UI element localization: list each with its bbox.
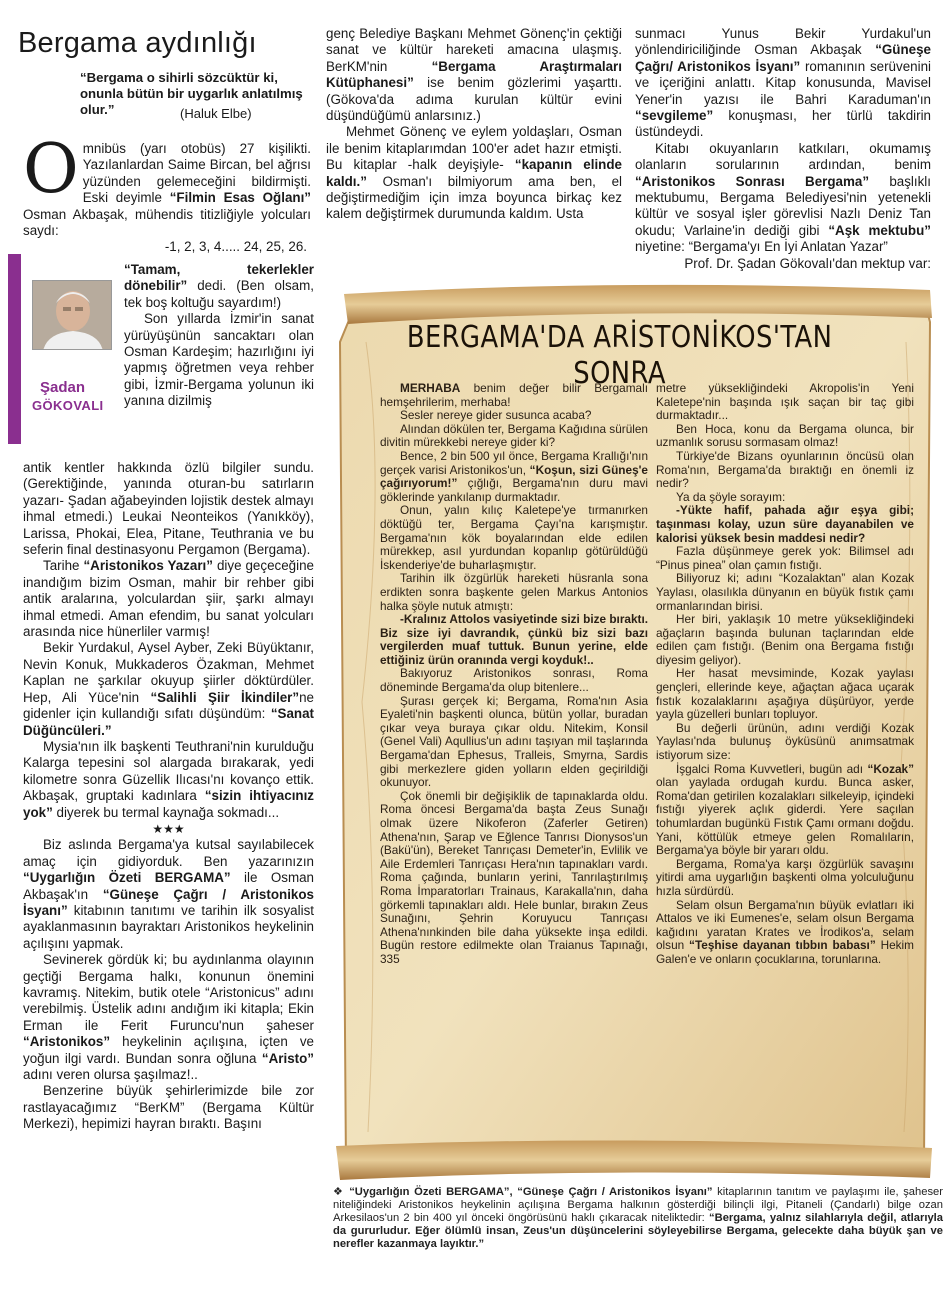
- paragraph: [23, 640, 314, 738]
- column-1-side: [124, 262, 314, 410]
- text-run: kitaplarının tanıtım ve paylaşımı ile, şaheser niteliğindeki Aristonikos heykelinin açılışına Bergama halkının gösterdiği bilinçli ilgi, Pitaneli (Çandarlı) bilge ozan Arkesilaos'un 2 bin 400 yıl önceki öngörüsünü haklı çıkaracak niteliktedir:: [333, 1186, 943, 1224]
- text-run: sunmacı Yunus Bekir Yurdakul'un yönlendiriciliğinde Osman Akbaşak: [635, 26, 931, 58]
- text-run: başlıklı mektubumu, Bergama Belediyesi'nin yetenekli kültür ve sosyal işler görevlisi Nazlı Deniz Tan okudu; Varlaine'in dediği gibi: [635, 173, 932, 238]
- paragraph: [635, 141, 931, 256]
- paragraph: Biliyoruz ki; adını “Kozalaktan” alan Kozak Yaylası, olasılıkla dünyanın en büyük fıstık çamı ormanlarından birisi.: [656, 571, 914, 613]
- text-run: İşgalci Roma Kuvvetleri, bugün adı: [676, 761, 868, 776]
- footer-note: [333, 1186, 943, 1251]
- paragraph: Son yıllarda İzmir'in sanat yürüyüşünün sancaktarı olan Osman Kardeşim; hazırlığını iyi yapmış öğretmen veya rehber gibi, İzmir-Bergama yolunun iki yanına dizilmiş: [124, 311, 314, 409]
- scroll-column-1: [380, 382, 648, 967]
- text-run: ne gidenler için kullandığı sıfatı düşündüm:: [23, 689, 314, 722]
- text-run: konuşması, her türlü takdirin üstündeydi.: [635, 108, 931, 140]
- text-bold: MERHABA: [400, 381, 461, 395]
- text-run: Mehmet Gönenç ve eylem yoldaşları, Osman ile benim kitaplarımdan 100'er adet hazır etmişti. Bu kitaplar -halk deyişiyle-: [326, 124, 622, 173]
- text-run: diyerek bu termal kaynağa sokmadı...: [52, 804, 280, 820]
- paragraph: Onun, yalın kılıç Kaletepe'ye tırmanırken döktüğü ter, Bergama Çayı'na karışmıştır. Bergama'nın kök boyalarından elde edilen mürekkep, asıl yurdundan kopanlıp götürüldüğü İskenderiye'de buharlaşmıştır.: [380, 503, 648, 572]
- paragraph: Tarihin ilk özgürlük hareketi hüsranla sona erdikten sonra başkente gelen Markus Antonios halka şöyle nutuk atmıştı:: [380, 571, 648, 613]
- paragraph: Bu değerli ürünün, adını verdiği Kozak Yaylası'nda bulunuş öyküsünü anımsatmak istiyorum size:: [656, 720, 914, 763]
- author-box: [8, 254, 120, 444]
- text-bold: “Aristonikos Sonrası Bergama”: [635, 173, 870, 189]
- paragraph: [380, 382, 648, 409]
- text-run: Selam olsun Bergama'nın büyük evlatları iki Attalos ve iki Eumenes'e, selam olsun Bergama kağıdını yaratan Krates ve İrodikos'a, selam olsun: [656, 897, 914, 953]
- text-bold: “Koşun, sizi Güneş'e çağırıyorum!”: [380, 462, 648, 491]
- text-run: Biz aslında Bergama'ya kutsal sayılabilecek amaç için gidiyorduk. Ben yazarınızın: [23, 837, 314, 869]
- text-run: niyetine: “Bergama'yı En İyi Anlatan Yazar”: [635, 239, 888, 255]
- text-bold: “kapanın elinde kaldı.”: [326, 157, 622, 189]
- text-bold: “Sanat Düğüncüleri.”: [23, 706, 314, 738]
- paragraph: [23, 558, 314, 640]
- paragraph: Çok önemli bir değişiklik de tapınaklarda oldu. Roma öncesi Bergama'da başta Zeus Sunağı olmak üzere Nikoferon (Zaferler Getiren) Athena'nın, Şarap ve Eğlence Tanrısı Dionysos'un (Bakü'ün), Bereket Tanrıçası Demeter'in, Evlilik ve Aile Erdemleri Tanrıçası Hera'nın tapınakları vardı. Roma çağında, bunların yerini, Tanrılaştırılmış Roma İmparatorları Trainaus, Karakalla'nın, daha görkemli tapınakları aldı. Hele bunlar, bırakın Zeus Sunağını, Şehrin Koruyucu Tanrıçası Athena'nınkinden bile daha yüksekte inşa edildi. Bugün restore edilmekte olan Traianus Tapınağı, 335: [380, 788, 648, 966]
- text-bold: “Uygarlığın Özeti BERGAMA”, “Güneşe Çağrı / Aristonikos İsyanı”: [344, 1186, 713, 1198]
- text-bold: “Güneşe Çağrı/ Aristonikos İsyanı”: [635, 42, 931, 74]
- text-run: heykelinin açılışına, içten ve yoğun ilgi vardı. Bundan sonra oğluna: [23, 1034, 314, 1066]
- paragraph: Türkiye'de Bizans oyunlarının öncüsü olan Roma'nın, Bergama'da bıraktığı en önemli iz nedir?: [656, 448, 914, 491]
- column-2: [326, 26, 622, 223]
- text-run: kitabının tanıtımı ve tarihin ilk sosyalist ayaklanmasının bayraktarı Aristonikos heykelinin açılışını yapmak.: [23, 902, 314, 951]
- paragraph: Sesler nereye gider susunca acaba?: [400, 408, 592, 423]
- paragraph: Benzerine büyük şehirlerimizde bile zor rastlayacağımız “BerKM” (Bergama Kültür Merkezi), hepimizi hayran bıraktı. Başını: [23, 1083, 314, 1132]
- text-bold: “sevgileme”: [635, 108, 714, 124]
- text-run: Sevinerek gördük ki; bu aydınlanma olayının geçtiği Bergama halkı, konunun önemini kavramış. Nitekim, butik otele “Aristonicus” adını verebilmiş. Üstelik adını andığım iki kitapla; Ekin Erman ile Ferit Furuncu'nun şaheser: [23, 952, 314, 1033]
- text-bold: “Aristo”: [261, 1050, 314, 1066]
- scroll-title: BERGAMA'DA ARİSTONİKOS'TAN SONRA: [406, 320, 833, 391]
- column-1-main: [23, 460, 314, 1133]
- text-run: mnibüs (yarı otobüs) 27 kişilikti. Yazılanlardan Saime Bircan, bel ağrısı yüzünden gelemeceğini bildirmişti. Eski deyimle: [82, 141, 311, 206]
- text-run: adını veren olursa şaşılmaz!..: [23, 1067, 198, 1083]
- column-3: [635, 26, 931, 272]
- paragraph: Bergama, Roma'ya karşı özgürlük savaşını yitirdi ama uygarlığın başkenti olma yolculuğunu hızla sürdürdü.: [656, 856, 914, 898]
- paragraph: -Kralınız Attolos vasiyetinde sizi bize bıraktı. Biz size iyi davrandık, çünkü biz sizi bazı vergilerden muaf tuttuk. Bunun yerine, elde ettiğiniz ürün oranında vergi koyduk!..: [380, 612, 649, 667]
- paragraph: Her biri, yaklaşık 10 metre yüksekliğindeki ağaçların başında bulunan taçlarından elde edilen çam fıstığı. (Benim ona Bergama fıstığı diyesim geliyor).: [656, 612, 914, 667]
- paragraph: [656, 763, 914, 858]
- text-run: diye geçeceğine inandığım bizim Osman, mahir bir rehber gibi antik aralarına, yolculardan şiir, şarkı almayı ihmal etmedi. Aman efendim, bu sanat yolcuları arasında nice hünerliler varmış!: [23, 558, 314, 640]
- text-bold: “Tamam, tekerlekler dönebilir”: [124, 262, 314, 294]
- text-run: genç Belediye Başkanı Mehmet Gönenç'in çektiği sanat ve kültür hareketi amacına ulaşmış. BerKM'nin: [326, 26, 622, 74]
- paragraph: [635, 26, 931, 141]
- passenger-count: -1, 2, 3, 4..... 24, 25, 26.: [164, 239, 307, 255]
- paragraph: Prof. Dr. Şadan Gökovalı'dan mektup var:: [684, 255, 931, 271]
- text-run: ile Osman Akbaşak'ın: [23, 870, 315, 902]
- paragraph: Bakıyoruz Aristonikos sonrası, Roma döneminde Bergama'da olup bitenlere...: [380, 666, 648, 695]
- paragraph: [326, 26, 622, 124]
- drop-cap: O: [23, 130, 79, 209]
- author-accent-bar: [8, 254, 21, 444]
- scroll-column-2: [656, 382, 914, 967]
- article-title: Bergama aydınlığı: [18, 27, 257, 59]
- paragraph: [23, 952, 314, 1083]
- epigraph-author: (Haluk Elbe): [180, 106, 252, 121]
- text-bold: “Filmin Esas Oğlanı”: [169, 190, 311, 206]
- paragraph: [656, 899, 914, 967]
- paragraph: Ya da şöyle sorayım:: [676, 489, 786, 504]
- text-bold: “Aristonikos”: [23, 1034, 111, 1050]
- text-run: Osman Akbaşak, mühendis titizliğiyle yolcuları saydı:: [23, 206, 311, 239]
- paragraph: Fazla düşünmeye gerek yok: Bilimsel adı “Pinus pinea” olan çamın fıstığı.: [656, 544, 914, 572]
- paragraph: [23, 739, 314, 821]
- section-stars: ★★★: [152, 821, 185, 836]
- paragraph: Ben Hoca, konu da Bergama olunca, bir uzmanlık sorusu sormasam olmaz!: [656, 421, 914, 450]
- text-bold: “Bergama, yalnız silahlarıyla değil, atlarıyla da gururludur. Eğer ölümlü insan, Zeus'un düşüncelerini söyleyebilirse Bergama, gelecekte daha büyük şan ve nerefler kazanmaya layıktır.”: [333, 1211, 944, 1250]
- text-run: ise benim gözlerimi yaşarttı. (Gökova'da adıma kurulan kültür evini düşündüğümü anlarsınız.): [326, 75, 622, 124]
- paragraph: [23, 837, 314, 952]
- text-bold: “sizin ihtiyacınız yok”: [23, 788, 315, 820]
- text-bold: “Kozak”: [867, 761, 914, 776]
- author-first-name: Şadan: [40, 379, 86, 396]
- text-run: Mysia'nın ilk başkenti Teuthrani'nin kurulduğu Kalarga tepesini sol alargada bırakarak, yedi kilometre sonra Güzellik Ilıcası'nı kovanço ettik. Akbaşak, gruptaki kadınlara: [23, 738, 314, 804]
- text-run: Tarihe: [43, 558, 84, 574]
- text-run: olan yaylada ordugah kurdu. Bunca asker, Roma'dan getirilen kozalakları silkeleyip, içindeki fıstığı yiyerek açlık giderdi. Yere saçılan tohumlardan bugünkü Fıstık Çamı ormanı doğdu. Yani, köttülük etmeye gelen Romalıların, Bergama'ya böyle bir yararı oldu.: [656, 775, 914, 858]
- text-run: çığlığı, Bergama'nın duru mavi göklerinde yankılanıp durmaktadır.: [380, 476, 648, 504]
- text-run: dedi. (Ben olsam, tek boş koltuğu sayardım!): [124, 278, 314, 310]
- text-run: benim değer bilir Bergamalı hemşehrilerim, merhaba!: [380, 381, 648, 409]
- author-last-name: GÖKOVALI: [32, 398, 104, 413]
- text-bold: “Teşhise dayanan tıbbın babası”: [689, 938, 876, 953]
- text-run: Osman'ı bilmiyorum ama ben, el değiştirmediğim için imza boyunca birkaç kez kalem değiştirmek durumunda kaldım. Usta: [326, 173, 622, 222]
- text-bold: “Uygarlığın Özeti BERGAMA”: [23, 870, 231, 886]
- paragraph: Her hasat mevsiminde, Kozak yaylası gençleri, ellerinde keye, ağaçtan ağaca uçarak fıstık kozalaklarını aşağıya düşürüyor, yerde yayla güzelleri bunları topluyor.: [656, 666, 914, 722]
- text-bold: “Aşk mektubu”: [828, 222, 931, 238]
- paragraph: Şurası gerçek ki; Bergama, Roma'nın Asia Eyaleti'nin başkenti olunca, bütün yollar, buradan çıkar veya buraya çıkar oldu. Nitekim, Konsil (Genel Vali) Aqullius'un adını taşıyan mil taşlarında Bergama'dan Ephesus, Tralleis, Smyrna, Sardis gibi merkezlere giden yolların elden geçirildiği okunuyor.: [380, 693, 648, 790]
- column-1-intro: [23, 130, 311, 256]
- text-run: romanının serüvenini ve içeriğini anlattı. Kitap konusunda, Mavisel Yener'in yazısı ile Bahri Karaduman'ın: [635, 58, 931, 107]
- paragraph: antik kentler hakkında özlü bilgiler sundu. (Gerektiğinde, yanında oturan-bu satırların yazarı- Şadan ağabeyinden lojistik destek almayı ihmal etmedi.) Leukai Neonteikos (Yanıkköy), Larissa, Phokai, Elea, Pitane, Teuthrania ve bu seferin final destinasyonu Pergamon (Bergama).: [23, 460, 314, 558]
- paragraph: [380, 450, 648, 504]
- text-bold: “Güneşe Çağrı / Aristonikos İsyanı”: [23, 886, 314, 918]
- text-bold: “Salihli Şiir İkindiler”: [150, 689, 300, 705]
- author-photo: [32, 280, 112, 350]
- parchment-scroll: [326, 282, 938, 1182]
- paragraph: metre yüksekliğindeki Akropolis'in Yeni Kaletepe'nin başında ışık saçan bir taç gibi durmaktadır...: [656, 381, 914, 423]
- text-run: Hekim Galen'e ve onların çocuklarına, torunlarına.: [656, 938, 914, 966]
- epigraph-quote: “Bergama o sihirli sözcüktür ki, onunla bütün bir uygarlık anlatılmış olur.”: [80, 70, 303, 117]
- paragraph: -Yükte hafif, pahada ağır eşya gibi; taşınması kolay, uzun süre dayanabilen ve kalorisi yüksek besin maddesi nedir?: [656, 503, 914, 545]
- text-run: Bence, 2 bin 500 yıl önce, Bergama Krallığı'nın gerçek varisi Aristonikos'un,: [380, 448, 648, 477]
- text-bold: “Aristonikos Yazarı”: [83, 558, 213, 574]
- author-portrait-icon: [33, 281, 112, 350]
- paragraph: [326, 124, 622, 222]
- paragraph: Alından dökülen ter, Bergama Kağıdına sürülen divitin mürekkebi nereye gider ki?: [380, 421, 648, 450]
- text-run: Bekir Yurdakul, Aysel Ayber, Zeki Büyüktanır, Nevin Konuk, Mukkaderos Özakman, Mehmet Kaplan ne şarkılar okuyup şiirler döktürdüler. Hep, Ali Yüce'nin: [23, 640, 314, 705]
- text-bold: “Bergama Araştırmaları Kütüphanesi”: [326, 58, 622, 91]
- bullet-icon: ❖: [333, 1186, 345, 1198]
- text-run: Kitabı okuyanların katkıları, okumamış olanların sorularının ardından, benim: [635, 140, 931, 173]
